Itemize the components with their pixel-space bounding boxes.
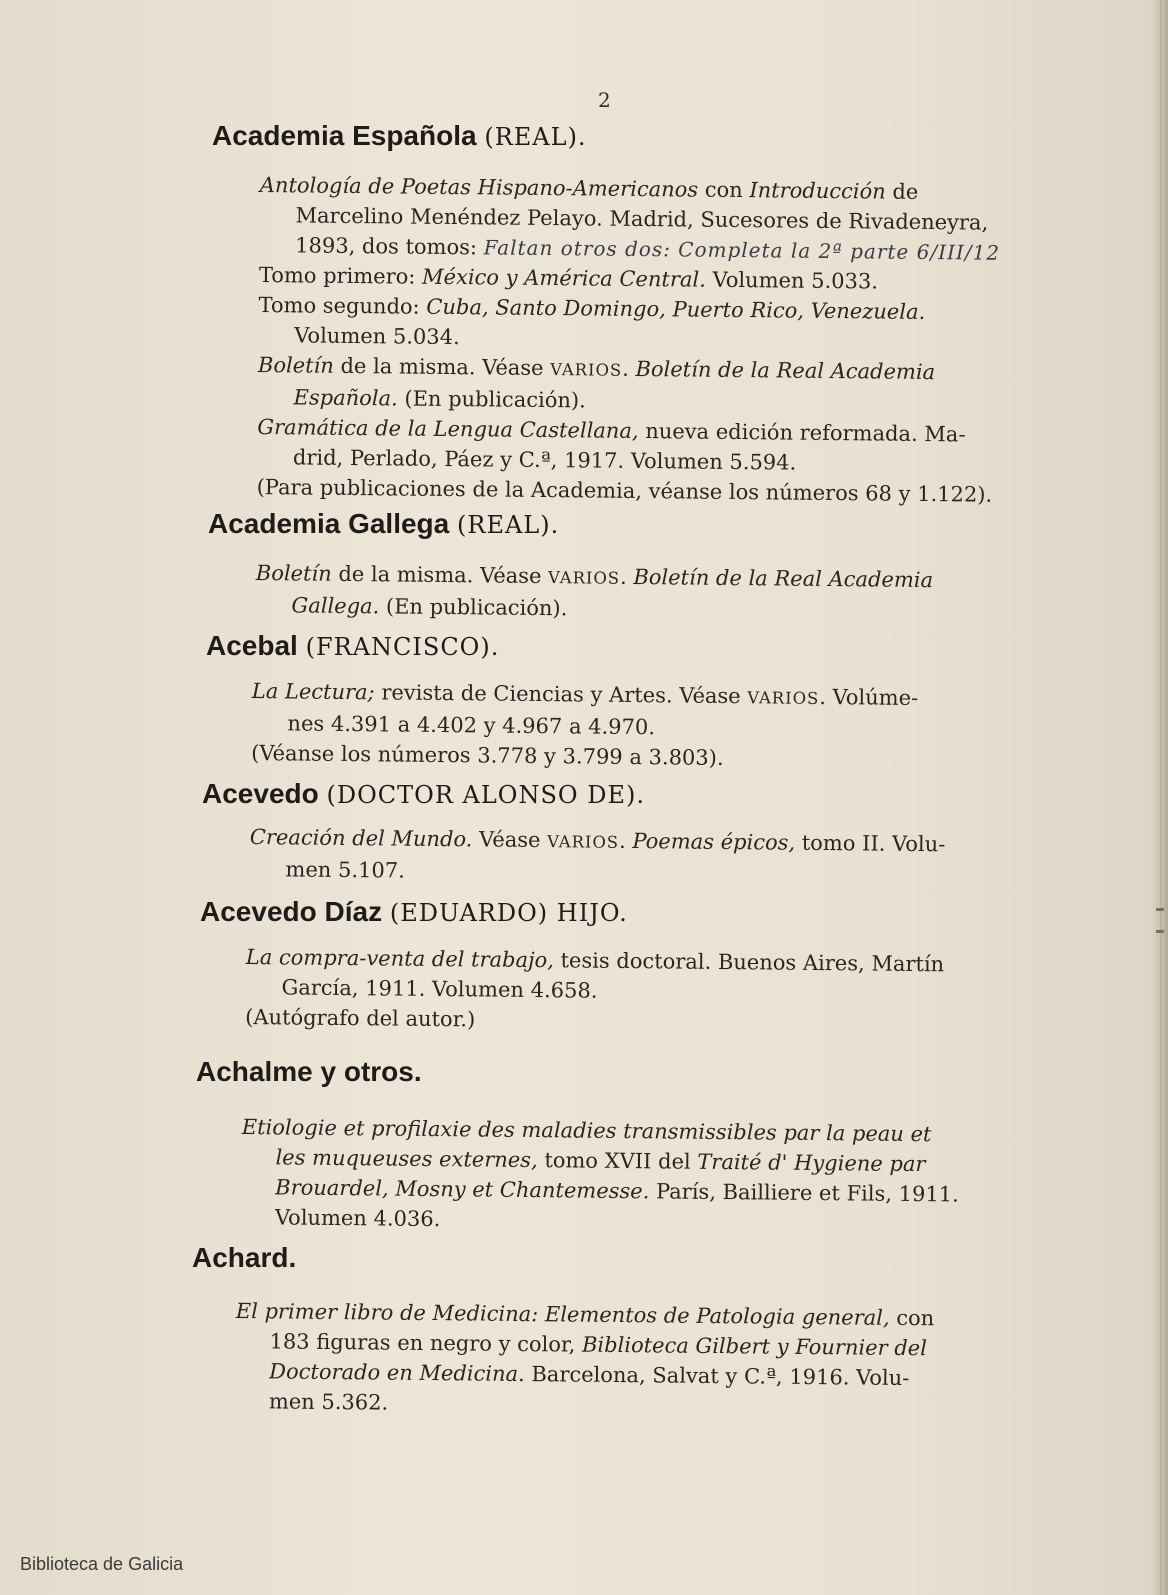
page-edge-line bbox=[1160, 0, 1162, 1595]
entry-acevedo-diaz bbox=[200, 896, 628, 928]
line-text: (En publicación). bbox=[379, 594, 568, 621]
entry-acevedo bbox=[202, 778, 645, 810]
title-text: Boletín de la Real Academia bbox=[635, 356, 936, 385]
title-text: Gallega. bbox=[291, 593, 380, 619]
page-edge-shadow bbox=[1150, 0, 1168, 1595]
line-text: . bbox=[619, 564, 634, 589]
line-text: tomo II. Volu- bbox=[794, 830, 946, 857]
title-text: Boletín bbox=[257, 352, 334, 378]
line-text: Tomo segundo: bbox=[258, 292, 427, 319]
heading-qualifier: (REAL). bbox=[457, 511, 560, 539]
entry-academia-gallega bbox=[208, 508, 559, 540]
line-text: (Para publicaciones de la Academia, véanse los números 68 y 1.122). bbox=[256, 474, 993, 507]
entry-body bbox=[251, 676, 1012, 776]
title-text: Doctorado en Medicina. bbox=[269, 1359, 525, 1387]
title-text: Brouardel, Mosny et Chantemesse. bbox=[275, 1175, 650, 1204]
line-text: drid, Perlado, Páez y C.ª, 1917. Volumen 5.594. bbox=[292, 445, 797, 475]
title-text: les muqueuses externes, bbox=[275, 1145, 538, 1173]
small-caps-text: VARIOS bbox=[747, 688, 820, 708]
heading-name: Achard. bbox=[192, 1242, 297, 1273]
line-text: Marcelino Menéndez Pelayo. Madrid, Sucesores de Rivadeneyra, bbox=[295, 203, 989, 235]
title-text: Creación del Mundo. bbox=[249, 824, 473, 852]
line-text: 1893, dos tomos: bbox=[295, 233, 478, 260]
line-text: tomo XVII del bbox=[537, 1148, 698, 1174]
title-text: Poemas épicos, bbox=[632, 829, 796, 855]
line-text: de la misma. Véase bbox=[333, 353, 551, 381]
edge-mark bbox=[1156, 908, 1164, 911]
edge-mark bbox=[1156, 930, 1164, 933]
heading-qualifier: (REAL). bbox=[484, 123, 587, 151]
entry-heading bbox=[206, 630, 499, 662]
entry-academia-espanola bbox=[212, 120, 587, 152]
entry-heading bbox=[196, 1056, 422, 1088]
entry-body bbox=[249, 822, 1010, 892]
entry-heading bbox=[202, 778, 645, 810]
title-text: Antología de Poetas Hispano-Americanos bbox=[259, 172, 699, 202]
small-caps-text: VARIOS bbox=[547, 832, 620, 852]
line-text: (En publicación). bbox=[397, 386, 586, 413]
heading-qualifier: (EDUARDO) HIJO. bbox=[389, 899, 628, 927]
handwritten-annotation: Faltan otros dos: Completa la 2ª parte 6/III/12 bbox=[483, 235, 1001, 265]
entry-heading bbox=[212, 120, 587, 152]
title-text: México y América Central. bbox=[422, 264, 706, 292]
line-text: de la misma. Véase bbox=[331, 561, 549, 589]
title-text: Traité d' Hygiene par bbox=[697, 1149, 926, 1177]
entry-body bbox=[241, 1112, 1002, 1240]
title-text: La Lectura; bbox=[251, 678, 375, 705]
heading-name: Acevedo bbox=[202, 778, 319, 809]
line-text: con bbox=[698, 177, 750, 203]
line-text: Barcelona, Salvat y C.ª, 1916. Volu- bbox=[524, 1362, 910, 1391]
line-text: . Volúme- bbox=[819, 684, 919, 710]
line-text: García, 1911. Volumen 4.658. bbox=[281, 975, 598, 1003]
line-text: Tomo primero: bbox=[258, 262, 423, 289]
page-number: 2 bbox=[598, 88, 611, 112]
heading-name: Academia Gallega bbox=[208, 508, 450, 539]
entry-heading bbox=[192, 1242, 296, 1274]
heading-qualifier: (FRANCISCO). bbox=[305, 633, 500, 661]
heading-name: Acebal bbox=[206, 630, 298, 661]
line-text: París, Bailliere et Fils, 1911. bbox=[649, 1179, 959, 1207]
line-text: nueva edición reformada. Ma- bbox=[638, 418, 966, 447]
entry-achard bbox=[192, 1242, 296, 1274]
line-text: . bbox=[622, 356, 636, 381]
line-text: (Véanse los números 3.778 y 3.799 a 3.803). bbox=[251, 740, 724, 770]
line-text: Véase bbox=[472, 827, 548, 853]
title-text: Gramática de la Lengua Castellana, bbox=[257, 414, 639, 443]
line-text: con bbox=[889, 1305, 935, 1331]
heading-name: Achalme y otros. bbox=[196, 1056, 422, 1087]
line-text: men 5.362. bbox=[268, 1389, 389, 1415]
library-watermark: Biblioteca de Galicia bbox=[20, 1554, 184, 1574]
entry-heading bbox=[208, 508, 559, 540]
entry-achalme bbox=[196, 1056, 422, 1088]
line-text: Volumen 5.034. bbox=[294, 323, 460, 350]
entry-body bbox=[245, 942, 1006, 1040]
small-caps-text: VARIOS bbox=[550, 360, 623, 380]
entry-heading bbox=[200, 896, 628, 928]
line-text: (Autógrafo del autor.) bbox=[245, 1004, 476, 1032]
line-text: revista de Ciencias y Artes. Véase bbox=[374, 680, 748, 709]
entry-acebal bbox=[206, 630, 499, 662]
entry-body bbox=[235, 1296, 996, 1424]
entry-body bbox=[255, 558, 1016, 628]
line-text: nes 4.391 a 4.402 y 4.967 a 4.970. bbox=[287, 711, 656, 740]
line-text: tesis doctoral. Buenos Aires, Martín bbox=[553, 948, 945, 977]
line-text: Volumen 5.033. bbox=[705, 267, 879, 294]
title-text: El primer libro de Medicina: Elementos de Patologia general, bbox=[235, 1298, 890, 1330]
small-caps-text: VARIOS bbox=[548, 568, 621, 588]
title-text: Biblioteca Gilbert y Fournier del bbox=[581, 1332, 927, 1361]
title-text: Cuba, Santo Domingo, Puerto Rico, Venezuela. bbox=[426, 294, 926, 324]
heading-name: Acevedo Díaz bbox=[200, 896, 383, 927]
title-text: Boletín de la Real Academia bbox=[633, 564, 934, 593]
line-text: . bbox=[618, 828, 633, 854]
title-text: Etiologie et profilaxie des maladies transmissibles par la peau et bbox=[241, 1114, 932, 1147]
line-text: Volumen 4.036. bbox=[274, 1205, 441, 1232]
line-text: de bbox=[885, 179, 919, 204]
heading-name: Academia Española bbox=[212, 120, 477, 151]
title-text: La compra-venta del trabajo, bbox=[245, 944, 555, 973]
title-text: Española. bbox=[293, 385, 398, 411]
heading-qualifier: (DOCTOR ALONSO DE). bbox=[326, 781, 645, 809]
line-text: men 5.107. bbox=[285, 857, 405, 883]
title-text: Boletín bbox=[255, 560, 332, 586]
line-text: 183 figuras en negro y color, bbox=[269, 1329, 583, 1357]
entry-body bbox=[257, 170, 1020, 510]
title-text: Introducción bbox=[749, 178, 886, 204]
